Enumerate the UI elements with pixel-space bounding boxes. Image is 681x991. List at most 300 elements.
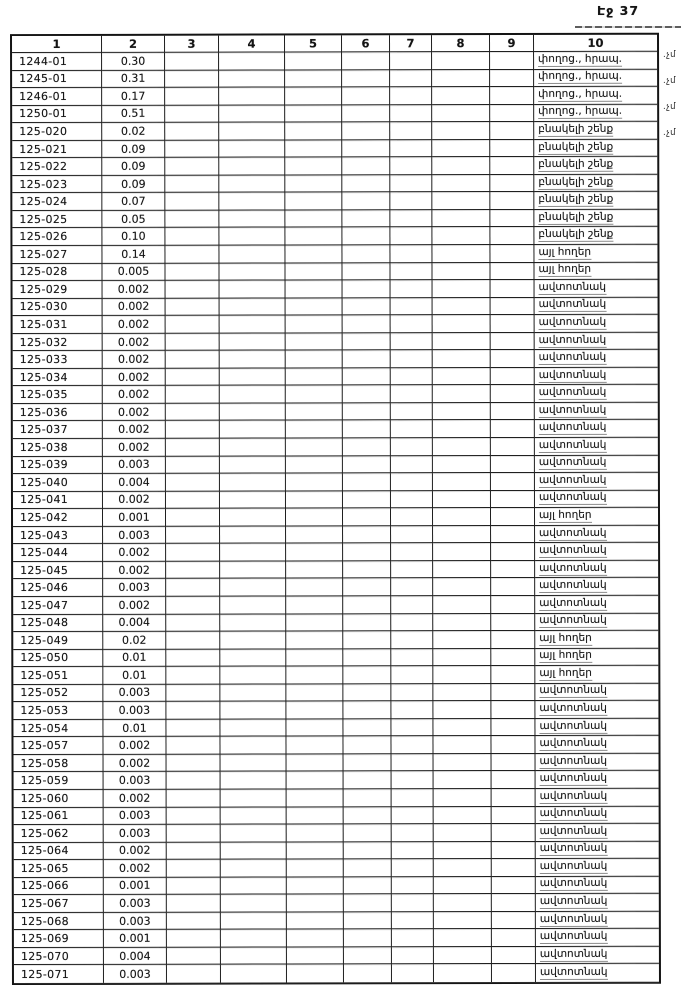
cell-category <box>536 894 659 912</box>
table-row <box>14 894 659 913</box>
category-label: ավտոտնակ <box>538 456 607 469</box>
cell-empty-4 <box>220 544 286 562</box>
cell-empty-8 <box>433 649 491 667</box>
cell-empty-5 <box>286 544 343 562</box>
table-row <box>12 69 657 88</box>
cell-value: 0.003 <box>104 965 167 983</box>
cell-value: 0.05 <box>102 211 165 229</box>
cell-empty-3 <box>166 632 220 650</box>
cell-empty-4 <box>220 526 286 544</box>
cell-empty-3 <box>167 825 221 843</box>
category-label: այլ հողեր <box>539 666 592 679</box>
cell-empty-4 <box>219 88 285 106</box>
cell-empty-7 <box>390 52 432 70</box>
table-row <box>13 543 658 562</box>
cell-empty-3 <box>166 509 220 527</box>
cell-category <box>535 701 658 719</box>
cell-empty-9 <box>491 315 535 333</box>
cell-empty-4 <box>219 140 285 158</box>
cell-empty-5 <box>287 789 344 807</box>
cell-empty-5 <box>286 438 343 456</box>
table-row <box>14 964 659 983</box>
cell-empty-4 <box>219 193 285 211</box>
cell-empty-9 <box>491 649 535 667</box>
category-label: ավտոտնակ <box>539 965 608 978</box>
category-label: բնակելի շենք <box>538 228 614 241</box>
cell-empty-9 <box>491 298 535 316</box>
cell-empty-3 <box>167 842 221 860</box>
margin-note: .չմ <box>663 76 677 86</box>
cell-empty-8 <box>434 859 492 877</box>
cell-code: 125-021 <box>12 141 102 159</box>
cell-empty-4 <box>220 491 286 509</box>
cell-empty-6 <box>343 614 391 632</box>
cell-code: 125-060 <box>14 790 104 808</box>
cell-empty-7 <box>390 122 432 140</box>
table-row <box>13 332 658 351</box>
cell-empty-8 <box>434 789 492 807</box>
cell-empty-6 <box>343 351 391 369</box>
cell-empty-8 <box>432 210 490 228</box>
cell-empty-5 <box>285 263 342 281</box>
table-row <box>13 403 658 422</box>
category-label: ավտոտնակ <box>538 438 607 451</box>
category-label: ավտոտնակ <box>538 315 607 328</box>
cell-empty-8 <box>432 140 490 158</box>
cell-empty-7 <box>390 105 432 123</box>
cell-empty-7 <box>391 508 433 526</box>
table-row <box>14 771 659 790</box>
cell-empty-8 <box>434 754 492 772</box>
cell-empty-4 <box>220 649 286 667</box>
cell-empty-6 <box>343 403 391 421</box>
cell-empty-9 <box>491 578 535 596</box>
cell-empty-6 <box>342 263 390 281</box>
cell-code: 125-025 <box>12 211 102 229</box>
cell-empty-6 <box>343 491 391 509</box>
cell-code: 125-051 <box>13 667 103 685</box>
cell-code: 125-071 <box>14 965 104 983</box>
cell-code: 125-029 <box>13 281 103 299</box>
cell-empty-6 <box>342 193 390 211</box>
category-label: ավտոտնակ <box>539 561 607 574</box>
table-row <box>12 87 657 106</box>
margin-note: .չմ <box>663 128 677 138</box>
cell-empty-9 <box>491 385 535 403</box>
cell-category <box>534 175 657 193</box>
cell-empty-8 <box>434 842 492 860</box>
category-label: բնակելի շենք <box>538 122 614 135</box>
cell-empty-9 <box>491 719 535 737</box>
cell-empty-5 <box>287 824 344 842</box>
cell-empty-3 <box>166 719 220 737</box>
cell-empty-9 <box>491 613 535 631</box>
cell-empty-9 <box>492 754 536 772</box>
cell-empty-5 <box>286 614 343 632</box>
category-label: այլ հողեր <box>539 649 592 662</box>
cell-category <box>534 227 657 245</box>
cell-value: 0.002 <box>103 404 166 422</box>
cell-empty-5 <box>286 333 343 351</box>
cell-value: 0.02 <box>102 123 165 141</box>
cell-value: 0.002 <box>103 281 166 299</box>
cell-empty-7 <box>392 894 434 912</box>
category-label: փողոց., հրապ. <box>538 87 623 100</box>
table-row <box>12 122 657 141</box>
cell-category <box>535 403 658 421</box>
cell-empty-4 <box>221 842 287 860</box>
cell-empty-9 <box>491 561 535 579</box>
cell-value: 0.003 <box>104 772 167 790</box>
category-label: ավտոտնակ <box>539 754 608 767</box>
cell-value: 0.09 <box>102 176 165 194</box>
cell-code: 125-068 <box>14 913 104 931</box>
category-label: ավտոտնակ <box>538 403 607 416</box>
cell-empty-4 <box>220 579 286 597</box>
cell-empty-3 <box>166 526 220 544</box>
cell-empty-4 <box>221 930 287 948</box>
cell-empty-8 <box>433 350 491 368</box>
cell-empty-8 <box>434 912 492 930</box>
cell-empty-6 <box>344 912 392 930</box>
table-row <box>13 350 658 369</box>
cell-empty-5 <box>286 368 343 386</box>
cell-category <box>536 789 659 807</box>
table-row <box>12 227 657 246</box>
cell-empty-3 <box>167 912 221 930</box>
cell-empty-7 <box>392 842 434 860</box>
cell-empty-3 <box>166 491 220 509</box>
cell-value: 0.01 <box>103 649 166 667</box>
cell-empty-4 <box>219 105 285 123</box>
category-label: ավտոտնակ <box>538 298 607 311</box>
cell-empty-3 <box>167 948 221 966</box>
cell-empty-3 <box>166 316 220 334</box>
cell-empty-4 <box>219 263 285 281</box>
category-label: ավտոտնակ <box>538 473 607 486</box>
cell-empty-4 <box>220 719 286 737</box>
cell-empty-9 <box>490 227 534 245</box>
cell-empty-9 <box>492 929 536 947</box>
cell-value: 0.003 <box>104 825 167 843</box>
cell-empty-7 <box>391 333 433 351</box>
column-header: 10 <box>534 35 657 52</box>
cell-empty-8 <box>433 701 491 719</box>
cell-category <box>535 455 658 473</box>
cell-empty-7 <box>391 579 433 597</box>
cell-empty-9 <box>492 771 536 789</box>
table-row <box>13 315 658 334</box>
category-label: ավտոտնակ <box>539 614 607 627</box>
cell-category <box>536 929 659 947</box>
column-header: 3 <box>165 36 219 53</box>
table-row <box>13 368 658 387</box>
cell-empty-6 <box>344 859 392 877</box>
cell-empty-4 <box>220 632 286 650</box>
category-label: բնակելի շենք <box>538 210 614 223</box>
category-label: այլ հողեր <box>538 508 592 521</box>
cell-empty-3 <box>167 965 221 983</box>
cell-empty-3 <box>165 123 219 141</box>
cell-value: 0.001 <box>104 930 167 948</box>
cell-category <box>536 754 659 772</box>
cell-empty-7 <box>391 368 433 386</box>
cell-empty-5 <box>285 210 342 228</box>
cell-empty-8 <box>433 385 491 403</box>
cell-empty-5 <box>286 509 343 527</box>
cell-code: 125-059 <box>14 772 104 790</box>
cell-value: 0.09 <box>102 158 165 176</box>
cell-empty-4 <box>220 316 286 334</box>
table-row <box>13 508 658 527</box>
cell-empty-3 <box>166 702 220 720</box>
cell-empty-9 <box>490 263 534 281</box>
cell-code: 125-052 <box>13 685 103 703</box>
category-label: ավտոտնակ <box>539 543 607 557</box>
cell-empty-3 <box>165 53 219 71</box>
cell-empty-5 <box>285 52 342 70</box>
cell-code: 125-028 <box>12 263 102 281</box>
cell-empty-3 <box>166 474 220 492</box>
cell-category <box>536 841 659 859</box>
cell-empty-8 <box>434 771 492 789</box>
category-label: ավտոտնակ <box>538 491 607 504</box>
cell-empty-5 <box>286 667 343 685</box>
category-label: ավտոտնակ <box>539 859 608 872</box>
cell-category <box>534 262 657 280</box>
cell-empty-4 <box>220 456 286 474</box>
cell-empty-9 <box>491 368 535 386</box>
cell-category <box>535 578 658 596</box>
cell-empty-6 <box>342 105 390 123</box>
table-row <box>14 859 659 878</box>
column-header: 8 <box>432 35 490 52</box>
cell-empty-5 <box>287 965 344 983</box>
cell-empty-8 <box>432 175 490 193</box>
cell-empty-4 <box>220 561 286 579</box>
column-header: 6 <box>342 35 390 52</box>
cell-empty-5 <box>287 895 344 913</box>
table-row <box>13 578 658 597</box>
cell-empty-9 <box>491 333 535 351</box>
cell-value: 0.002 <box>103 421 166 439</box>
cell-empty-7 <box>392 947 434 965</box>
cell-empty-6 <box>342 158 390 176</box>
cell-code: 125-032 <box>13 334 103 352</box>
cell-code: 125-062 <box>14 825 104 843</box>
cell-category <box>535 736 658 754</box>
cell-value: 0.003 <box>103 702 166 720</box>
category-label: ավտոտնակ <box>539 789 608 802</box>
cell-empty-8 <box>432 87 490 105</box>
cell-empty-3 <box>165 193 219 211</box>
cell-empty-6 <box>342 175 390 193</box>
cell-empty-6 <box>343 508 391 526</box>
cell-value: 0.002 <box>103 439 166 457</box>
cell-empty-7 <box>392 930 434 948</box>
table-row <box>13 736 658 755</box>
table-row <box>14 912 659 931</box>
cell-empty-4 <box>219 246 285 264</box>
scan-artifact-line <box>575 26 681 28</box>
cell-empty-8 <box>433 315 491 333</box>
cell-value: 0.004 <box>104 948 167 966</box>
table-row <box>13 561 658 580</box>
cell-empty-4 <box>219 228 285 246</box>
cell-category <box>535 385 658 403</box>
cell-empty-4 <box>220 667 286 685</box>
cell-empty-4 <box>221 754 287 772</box>
cell-value: 0.09 <box>102 140 165 158</box>
cell-value: 0.002 <box>103 316 166 334</box>
cell-empty-5 <box>286 280 343 298</box>
table-row <box>12 157 657 176</box>
table-row <box>13 718 658 737</box>
cell-category <box>536 912 659 930</box>
cell-empty-5 <box>285 105 342 123</box>
cell-empty-7 <box>391 596 433 614</box>
cell-empty-8 <box>432 245 490 263</box>
cell-empty-9 <box>491 420 535 438</box>
category-label: այլ հողեր <box>538 245 592 258</box>
cell-empty-9 <box>490 245 534 263</box>
category-label: ավտոտնակ <box>539 526 607 539</box>
cell-empty-6 <box>343 631 391 649</box>
cell-empty-5 <box>286 473 343 491</box>
cell-empty-7 <box>390 157 432 175</box>
table-row <box>13 490 658 509</box>
cell-empty-9 <box>491 666 535 684</box>
cell-empty-6 <box>343 737 391 755</box>
cell-empty-5 <box>286 649 343 667</box>
data-table <box>10 33 661 985</box>
table-row <box>14 929 659 948</box>
cell-empty-5 <box>285 70 342 88</box>
cell-empty-7 <box>391 403 433 421</box>
cell-empty-8 <box>432 52 490 70</box>
cell-empty-6 <box>343 544 391 562</box>
page-number: Էջ 37 <box>597 3 640 18</box>
cell-empty-6 <box>342 245 390 263</box>
cell-empty-4 <box>220 474 286 492</box>
cell-empty-3 <box>166 421 220 439</box>
cell-code: 125-054 <box>13 720 103 738</box>
cell-value: 0.002 <box>103 544 166 562</box>
cell-code: 125-058 <box>14 755 104 773</box>
table-row <box>13 683 658 702</box>
cell-empty-3 <box>166 333 220 351</box>
category-label: ավտոտնակ <box>539 578 607 592</box>
cell-empty-6 <box>344 947 392 965</box>
cell-empty-7 <box>391 666 433 684</box>
cell-empty-5 <box>285 158 342 176</box>
cell-empty-7 <box>391 701 433 719</box>
table-row <box>13 596 658 615</box>
cell-empty-4 <box>219 52 285 70</box>
cell-value: 0.003 <box>103 579 166 597</box>
cell-value: 0.51 <box>102 105 165 123</box>
cell-empty-7 <box>390 228 432 246</box>
cell-empty-8 <box>432 192 490 210</box>
cell-empty-3 <box>165 228 219 246</box>
cell-value: 0.003 <box>103 684 166 702</box>
cell-empty-9 <box>491 473 535 491</box>
category-label: փողոց., հրապ. <box>538 70 623 83</box>
cell-empty-4 <box>221 912 287 930</box>
cell-empty-3 <box>165 175 219 193</box>
cell-empty-6 <box>342 70 390 88</box>
cell-empty-7 <box>392 912 434 930</box>
cell-empty-9 <box>490 192 534 210</box>
cell-category <box>536 876 659 894</box>
cell-empty-9 <box>491 736 535 754</box>
cell-empty-7 <box>390 175 432 193</box>
cell-empty-8 <box>434 807 492 825</box>
cell-empty-8 <box>433 368 491 386</box>
cell-empty-9 <box>492 859 536 877</box>
cell-empty-8 <box>432 228 490 246</box>
cell-empty-7 <box>390 87 432 105</box>
category-label: ավտոտնակ <box>539 807 608 820</box>
category-label: ավտոտնակ <box>539 929 608 943</box>
cell-empty-8 <box>432 105 490 123</box>
cell-empty-4 <box>220 298 286 316</box>
cell-empty-8 <box>434 964 492 982</box>
cell-empty-3 <box>166 614 220 632</box>
cell-empty-7 <box>390 210 432 228</box>
cell-empty-5 <box>286 684 343 702</box>
cell-empty-7 <box>392 807 434 825</box>
cell-empty-6 <box>343 298 391 316</box>
cell-code: 125-037 <box>13 421 103 439</box>
cell-empty-7 <box>391 438 433 456</box>
cell-empty-6 <box>344 895 392 913</box>
cell-empty-7 <box>391 456 433 474</box>
cell-empty-6 <box>344 772 392 790</box>
cell-empty-5 <box>287 947 344 965</box>
cell-empty-8 <box>434 947 492 965</box>
cell-empty-3 <box>167 930 221 948</box>
cell-category <box>534 245 657 263</box>
cell-category <box>535 666 658 684</box>
cell-empty-3 <box>166 649 220 667</box>
cell-category <box>534 87 657 105</box>
cell-category <box>535 631 658 649</box>
cell-value: 0.002 <box>104 755 167 773</box>
cell-empty-6 <box>343 719 391 737</box>
cell-empty-3 <box>166 544 220 562</box>
cell-empty-9 <box>491 456 535 474</box>
cell-empty-3 <box>165 105 219 123</box>
cell-empty-6 <box>343 438 391 456</box>
cell-category <box>534 122 657 140</box>
cell-empty-7 <box>391 473 433 491</box>
cell-empty-9 <box>491 350 535 368</box>
cell-empty-7 <box>391 350 433 368</box>
cell-empty-6 <box>343 473 391 491</box>
cell-value: 0.01 <box>103 667 166 685</box>
cell-empty-5 <box>285 140 342 158</box>
cell-value: 0.005 <box>102 263 165 281</box>
cell-empty-4 <box>221 807 287 825</box>
table-row <box>12 52 657 71</box>
cell-empty-6 <box>343 333 391 351</box>
cell-empty-8 <box>432 70 490 88</box>
cell-empty-5 <box>286 403 343 421</box>
cell-code: 125-057 <box>13 737 103 755</box>
cell-empty-8 <box>433 403 491 421</box>
cell-empty-7 <box>392 965 434 983</box>
